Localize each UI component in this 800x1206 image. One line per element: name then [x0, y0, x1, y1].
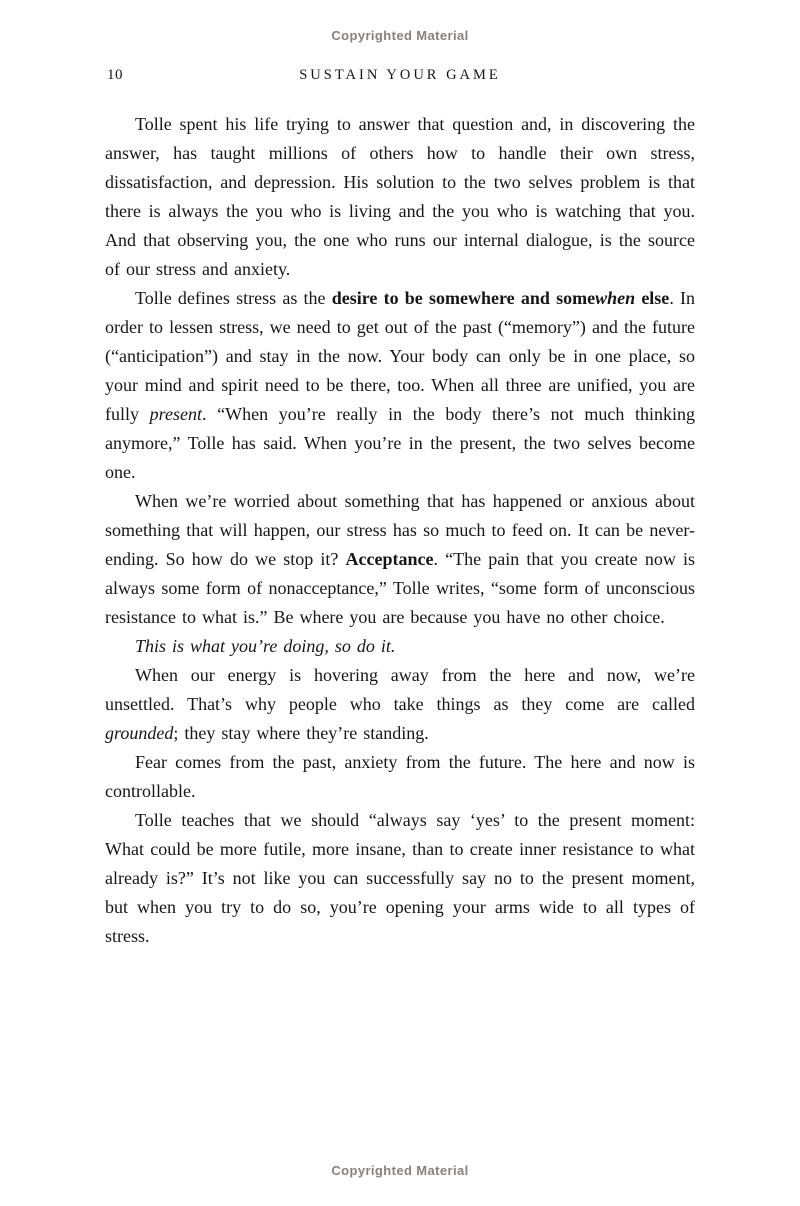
page-number: 10: [107, 67, 123, 83]
text-run-bold-italic: when: [595, 288, 636, 308]
text-run: ; they stay where they’re standing.: [173, 723, 429, 743]
text-run: . “When you’re really in the body there’s not much thinking anymore,” Tolle has said. When you’re in the present, the two selves become one.: [105, 404, 696, 482]
text-run: . In order to lessen stress, we need to get out of the past (“memory”) and the future (“anticipation”) and stay in the now. Your body can only be in one place, so your mind and spirit need to be there, too. When all three are unified, you are fully: [105, 288, 696, 424]
text-run: . “The pain that you create now is always some form of nonacceptance,” Tolle writes, “some form of unconscious resistance to what is.” Be where you are because you have no other choice.: [105, 549, 695, 627]
running-head: [105, 67, 695, 87]
text-run: Fear comes from the past, anxiety from the future. The here and now is controllable.: [105, 752, 695, 801]
text-run-italic: This is what you’re doing, so do it.: [135, 636, 396, 656]
paragraph-6: [105, 748, 695, 806]
text-run-bold: Acceptance: [345, 549, 434, 569]
text-run-italic: present: [149, 404, 202, 424]
copyright-notice-bottom: Copyrighted Material: [331, 1163, 469, 1178]
text-run: When our energy is hovering away from the here and now, we’re unsettled. That’s why people who take things as they come are called: [105, 665, 695, 714]
body-text: [105, 110, 695, 951]
paragraph-3: [105, 487, 695, 632]
paragraph-4: [105, 632, 695, 661]
paragraph-1: [105, 110, 695, 284]
text-run-bold: desire to be somewhere and some: [331, 288, 596, 308]
text-run: Tolle teaches that we should “always say ‘yes’ to the present moment: What could be more futile, more insane, than to create inner resistance to what already is?” It’s not like you can successfully say no to the present moment, but when you try to do so, you’re opening your arms wide to all types of stress.: [105, 810, 695, 946]
paragraph-2: [105, 284, 695, 487]
copyright-notice-top: Copyrighted Material: [331, 28, 469, 43]
text-run-italic: grounded: [105, 723, 174, 743]
text-run: Tolle defines stress as the: [135, 288, 332, 308]
text-run-bold: else: [635, 288, 670, 308]
paragraph-7: [105, 806, 695, 951]
text-run: When we’re worried about something that has happened or anxious about something that will happen, our stress has so much to feed on. It can be never-ending. So how do we stop it?: [105, 491, 695, 569]
paragraph-5: [105, 661, 695, 748]
text-run: Tolle spent his life trying to answer that question and, in discovering the answer, has taught millions of others how to handle their own stress, dissatisfaction, and depression. His solution to the two selves problem is that there is always the you who is living and the you who is watching that you. And that observing you, the one who runs our internal dialogue, is the source of our stress and anxiety.: [105, 114, 695, 279]
running-title: SUSTAIN YOUR GAME: [299, 67, 501, 83]
